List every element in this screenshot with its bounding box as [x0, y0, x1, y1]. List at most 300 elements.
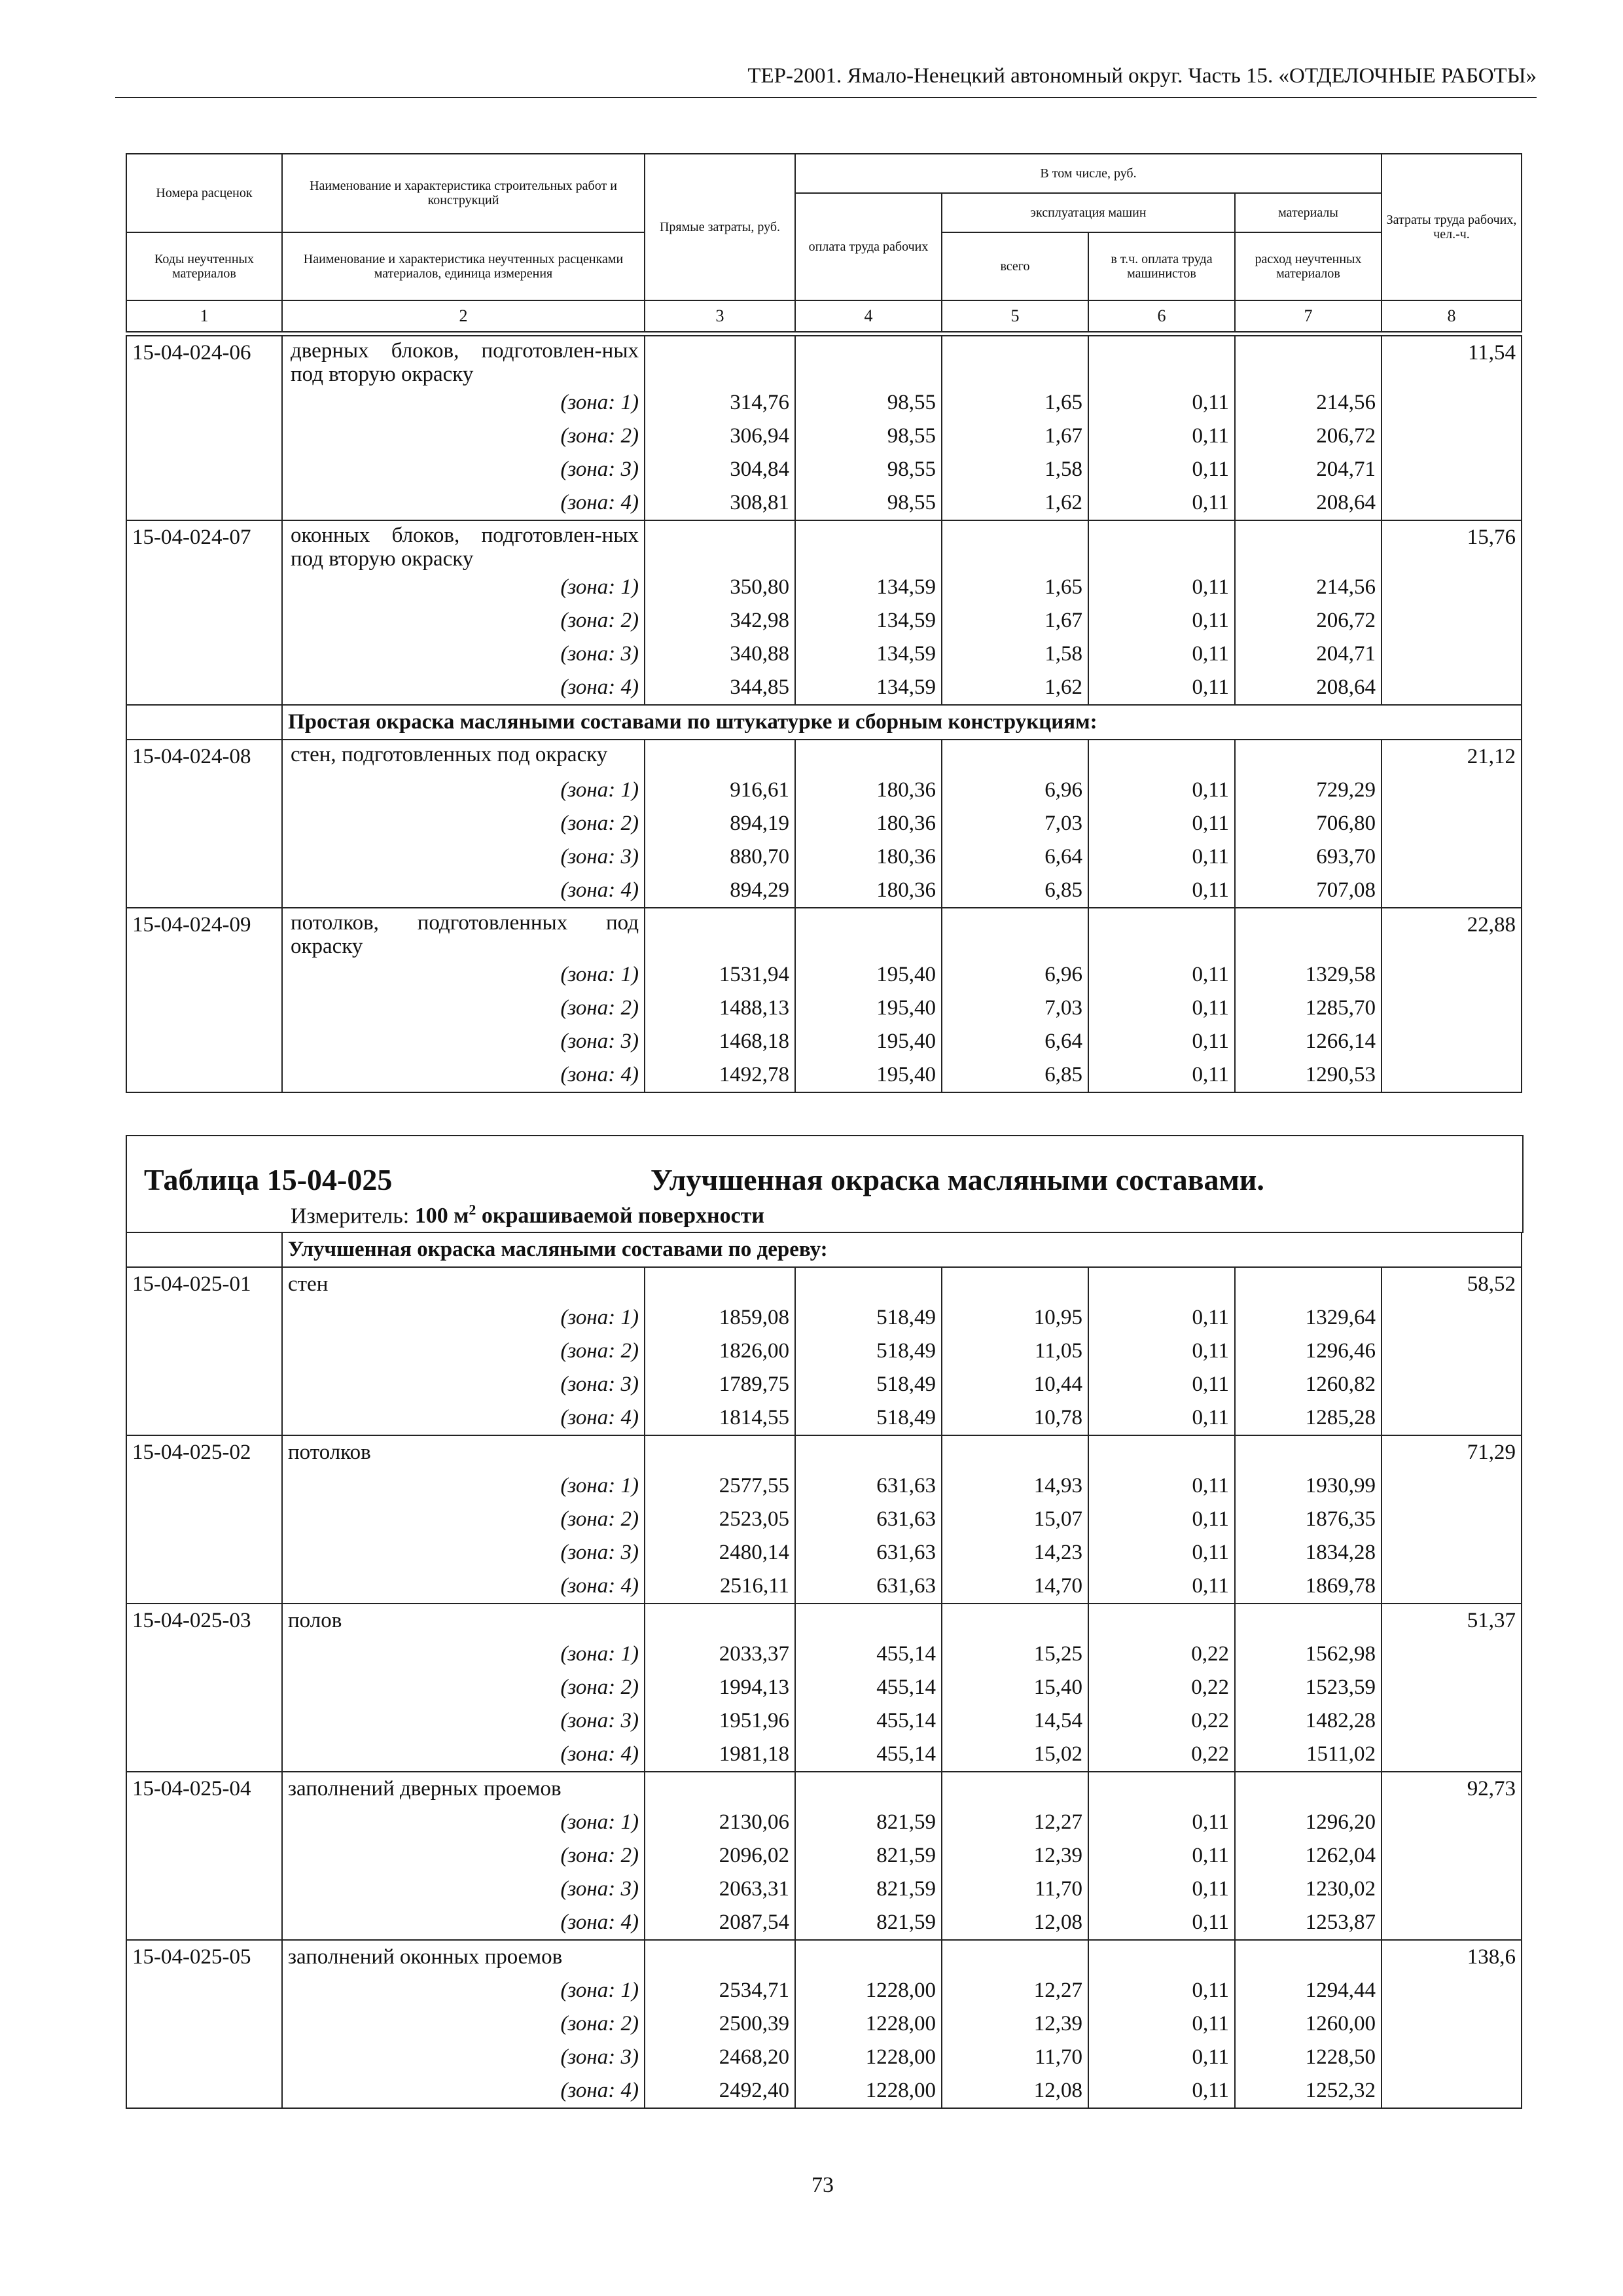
machines-total: 1,58 [942, 453, 1088, 486]
empty-cell [126, 604, 282, 637]
direct-costs: 350,80 [645, 571, 795, 604]
empty-cell [645, 1772, 795, 1806]
machines-total: 12,39 [942, 1839, 1088, 1873]
empty-cell [942, 1940, 1088, 1974]
machines-total: 10,44 [942, 1368, 1088, 1401]
materials-cost: 1294,44 [1235, 1974, 1382, 2007]
materials-cost: 204,71 [1235, 637, 1382, 671]
operators-pay: 0,11 [1088, 2041, 1235, 2074]
materials-cost: 1562,98 [1235, 1638, 1382, 1671]
empty-cell [645, 1604, 795, 1638]
table-row [126, 604, 1522, 637]
empty-cell [126, 571, 282, 604]
machines-total: 15,07 [942, 1503, 1088, 1536]
worker-wages: 518,49 [795, 1301, 942, 1335]
empty-cell [1382, 874, 1522, 908]
operators-pay: 0,11 [1088, 992, 1235, 1025]
machines-total: 15,25 [942, 1638, 1088, 1671]
table-row [126, 420, 1522, 453]
empty-cell [1382, 1536, 1522, 1570]
empty-cell [1235, 1940, 1382, 1974]
empty-cell [1382, 2074, 1522, 2108]
materials-cost: 1260,00 [1235, 2007, 1382, 2041]
labor-costs: 11,54 [1382, 336, 1522, 386]
worker-wages: 195,40 [795, 992, 942, 1025]
worker-wages: 821,59 [795, 1873, 942, 1906]
worker-wages: 134,59 [795, 637, 942, 671]
machines-total: 14,93 [942, 1469, 1088, 1503]
materials-cost: 1228,50 [1235, 2041, 1382, 2074]
worker-wages: 134,59 [795, 604, 942, 637]
machines-total: 7,03 [942, 992, 1088, 1025]
empty-cell [1382, 1025, 1522, 1058]
table-label: Таблица 15-04-025 [144, 1163, 393, 1196]
page-header [115, 60, 1537, 98]
empty-cell [1382, 1974, 1522, 2007]
materials-cost: 1296,46 [1235, 1335, 1382, 1368]
operators-pay: 0,11 [1088, 2007, 1235, 2041]
empty-cell [1382, 840, 1522, 874]
machines-total: 1,62 [942, 486, 1088, 520]
empty-cell [942, 1604, 1088, 1638]
empty-cell [1382, 774, 1522, 807]
empty-cell [1382, 2007, 1522, 2041]
header-rate-numbers: Номера расценок [126, 154, 282, 232]
zone-label: (зона: 3) [282, 2041, 645, 2074]
direct-costs: 2130,06 [645, 1806, 795, 1839]
empty-cell [1382, 453, 1522, 486]
empty-cell [1382, 1058, 1522, 1092]
machines-total: 6,96 [942, 958, 1088, 992]
materials-cost: 1266,14 [1235, 1025, 1382, 1058]
header-wages: оплата труда рабочих [795, 193, 942, 300]
materials-cost: 1869,78 [1235, 1570, 1382, 1604]
rate-code: 15-04-025-01 [126, 1267, 282, 1301]
empty-cell [1382, 1335, 1522, 1368]
direct-costs: 916,61 [645, 774, 795, 807]
zone-label: (зона: 4) [282, 1401, 645, 1435]
zone-label: (зона: 1) [282, 386, 645, 420]
zone-label: (зона: 1) [282, 1469, 645, 1503]
zone-label: (зона: 2) [282, 992, 645, 1025]
materials-cost: 1876,35 [1235, 1503, 1382, 1536]
materials-cost: 1290,53 [1235, 1058, 1382, 1092]
empty-cell [1382, 571, 1522, 604]
empty-cell [942, 1772, 1088, 1806]
direct-costs: 2087,54 [645, 1906, 795, 1940]
direct-costs: 1468,18 [645, 1025, 795, 1058]
rate-code: 15-04-025-05 [126, 1940, 282, 1974]
work-name: стен [282, 1267, 645, 1301]
machines-total: 11,70 [942, 2041, 1088, 2074]
materials-cost: 1252,32 [1235, 2074, 1382, 2108]
empty-cell [1382, 671, 1522, 705]
zone-label: (зона: 1) [282, 1806, 645, 1839]
machines-total: 10,95 [942, 1301, 1088, 1335]
materials-cost: 693,70 [1235, 840, 1382, 874]
materials-cost: 1285,28 [1235, 1401, 1382, 1435]
materials-cost: 214,56 [1235, 386, 1382, 420]
worker-wages: 631,63 [795, 1469, 942, 1503]
worker-wages: 180,36 [795, 874, 942, 908]
materials-cost: 1230,02 [1235, 1873, 1382, 1906]
empty-cell [1382, 1738, 1522, 1772]
empty-cell [942, 908, 1088, 958]
table-row [126, 1940, 1522, 1974]
table-row [126, 2074, 1522, 2108]
column-number: 2 [282, 300, 645, 332]
machines-total: 7,03 [942, 807, 1088, 840]
table-row [126, 1435, 1522, 1469]
table-row [126, 1974, 1522, 2007]
direct-costs: 1994,13 [645, 1671, 795, 1704]
empty-cell [126, 1873, 282, 1906]
page-number: 73 [812, 2173, 834, 2197]
empty-cell [126, 1335, 282, 1368]
rate-code: 15-04-025-03 [126, 1604, 282, 1638]
zone-label: (зона: 4) [282, 1738, 645, 1772]
table-row [126, 486, 1522, 520]
direct-costs: 2096,02 [645, 1839, 795, 1873]
zone-label: (зона: 4) [282, 1906, 645, 1940]
operators-pay: 0,11 [1088, 1401, 1235, 1435]
worker-wages: 518,49 [795, 1368, 942, 1401]
header-labor-costs: Затраты труда рабочих, чел.-ч. [1382, 154, 1522, 300]
operators-pay: 0,22 [1088, 1738, 1235, 1772]
work-name: потолков [282, 1435, 645, 1469]
empty-cell [1235, 908, 1382, 958]
table-row [126, 1704, 1522, 1738]
operators-pay: 0,11 [1088, 637, 1235, 671]
machines-total: 6,85 [942, 874, 1088, 908]
empty-cell [126, 1704, 282, 1738]
direct-costs: 880,70 [645, 840, 795, 874]
worker-wages: 1228,00 [795, 2007, 942, 2041]
direct-costs: 2468,20 [645, 2041, 795, 2074]
operators-pay: 0,11 [1088, 774, 1235, 807]
empty-cell [1382, 1503, 1522, 1536]
direct-costs: 344,85 [645, 671, 795, 705]
empty-cell [1382, 2041, 1522, 2074]
machines-total: 1,62 [942, 671, 1088, 705]
machines-total: 15,02 [942, 1738, 1088, 1772]
empty-cell [1382, 386, 1522, 420]
table-row [126, 1401, 1522, 1435]
labor-costs: 22,88 [1382, 908, 1522, 958]
direct-costs: 2523,05 [645, 1503, 795, 1536]
empty-cell [795, 908, 942, 958]
machines-total: 1,67 [942, 604, 1088, 637]
table-title: Улучшенная окраска масляными составами. [651, 1163, 1264, 1196]
zone-label: (зона: 1) [282, 1301, 645, 1335]
machines-total: 1,67 [942, 420, 1088, 453]
rate-code: 15-04-025-02 [126, 1435, 282, 1469]
operators-pay: 0,11 [1088, 1368, 1235, 1401]
labor-costs: 21,12 [1382, 740, 1522, 774]
direct-costs: 1789,75 [645, 1368, 795, 1401]
zone-label: (зона: 4) [282, 1058, 645, 1092]
table-row [126, 1671, 1522, 1704]
empty-cell [1382, 637, 1522, 671]
worker-wages: 1228,00 [795, 2041, 942, 2074]
table-row [126, 1503, 1522, 1536]
empty-cell [1382, 992, 1522, 1025]
machines-total: 12,08 [942, 2074, 1088, 2108]
direct-costs: 2492,40 [645, 2074, 795, 2108]
materials-cost: 1329,58 [1235, 958, 1382, 992]
empty-cell [1088, 336, 1235, 386]
materials-cost: 1262,04 [1235, 1839, 1382, 1873]
machines-total: 12,27 [942, 1974, 1088, 2007]
header-machines-total: всего [942, 232, 1088, 300]
worker-wages: 195,40 [795, 1058, 942, 1092]
zone-label: (зона: 1) [282, 1638, 645, 1671]
materials-cost: 1253,87 [1235, 1906, 1382, 1940]
empty-cell [645, 1267, 795, 1301]
empty-cell [1382, 958, 1522, 992]
header-direct-costs: Прямые затраты, руб. [645, 154, 795, 300]
zone-label: (зона: 3) [282, 1368, 645, 1401]
empty-cell [1382, 486, 1522, 520]
empty-cell [1382, 1638, 1522, 1671]
zone-label: (зона: 2) [282, 807, 645, 840]
table-row [126, 1469, 1522, 1503]
table-row [126, 2007, 1522, 2041]
direct-costs: 314,76 [645, 386, 795, 420]
materials-cost: 1523,59 [1235, 1671, 1382, 1704]
header-operators-pay: в т.ч. оплата труда машинистов [1088, 232, 1235, 300]
empty-cell [1088, 520, 1235, 571]
operators-pay: 0,11 [1088, 1570, 1235, 1604]
machines-total: 10,78 [942, 1401, 1088, 1435]
direct-costs: 1488,13 [645, 992, 795, 1025]
table-row [126, 571, 1522, 604]
empty-cell [645, 740, 795, 774]
empty-cell [1382, 1906, 1522, 1940]
empty-cell [1235, 1772, 1382, 1806]
operators-pay: 0,11 [1088, 1536, 1235, 1570]
operators-pay: 0,11 [1088, 874, 1235, 908]
worker-wages: 455,14 [795, 1671, 942, 1704]
table-row [126, 336, 1522, 386]
machines-total: 1,65 [942, 386, 1088, 420]
unit-suffix: окрашиваемой поверхности [481, 1204, 764, 1229]
empty-cell [795, 1267, 942, 1301]
header-machines: эксплуатация машин [942, 193, 1235, 232]
empty-cell [942, 1435, 1088, 1469]
empty-cell [126, 1301, 282, 1335]
machines-total: 14,70 [942, 1570, 1088, 1604]
table-row [126, 774, 1522, 807]
empty-cell [126, 874, 282, 908]
table-row [126, 1058, 1522, 1092]
zone-label: (зона: 2) [282, 1839, 645, 1873]
empty-cell [126, 671, 282, 705]
worker-wages: 195,40 [795, 1025, 942, 1058]
direct-costs: 308,81 [645, 486, 795, 520]
direct-costs: 340,88 [645, 637, 795, 671]
empty-cell [1382, 1873, 1522, 1906]
table-header [126, 153, 1522, 332]
direct-costs: 2534,71 [645, 1974, 795, 2007]
materials-cost: 1260,82 [1235, 1368, 1382, 1401]
table-row [126, 1368, 1522, 1401]
operators-pay: 0,22 [1088, 1638, 1235, 1671]
unit-measure [291, 1202, 764, 1229]
column-number: 6 [1088, 300, 1235, 332]
zone-label: (зона: 1) [282, 1974, 645, 2007]
zone-label: (зона: 3) [282, 1704, 645, 1738]
zone-label: (зона: 3) [282, 637, 645, 671]
empty-cell [126, 840, 282, 874]
table-024-body [126, 335, 1522, 1093]
operators-pay: 0,22 [1088, 1704, 1235, 1738]
empty-cell [126, 386, 282, 420]
zone-label: (зона: 2) [282, 2007, 645, 2041]
worker-wages: 98,55 [795, 386, 942, 420]
labor-costs: 51,37 [1382, 1604, 1522, 1638]
machines-total: 11,05 [942, 1335, 1088, 1368]
direct-costs: 1492,78 [645, 1058, 795, 1092]
rate-code: 15-04-024-09 [126, 908, 282, 958]
empty-cell [126, 774, 282, 807]
machines-total: 12,08 [942, 1906, 1088, 1940]
direct-costs: 1859,08 [645, 1301, 795, 1335]
empty-cell [126, 807, 282, 840]
column-number: 3 [645, 300, 795, 332]
empty-cell [1382, 1570, 1522, 1604]
empty-cell [1382, 1469, 1522, 1503]
machines-total: 15,40 [942, 1671, 1088, 1704]
direct-costs: 1814,55 [645, 1401, 795, 1435]
empty-cell [795, 1604, 942, 1638]
zone-label: (зона: 4) [282, 671, 645, 705]
empty-cell [1235, 336, 1382, 386]
empty-cell [126, 637, 282, 671]
empty-cell [126, 486, 282, 520]
column-number: 8 [1382, 300, 1522, 332]
unit-prefix: Измеритель: [291, 1204, 410, 1229]
operators-pay: 0,11 [1088, 1974, 1235, 2007]
operators-pay: 0,11 [1088, 1301, 1235, 1335]
empty-cell [1088, 1772, 1235, 1806]
header-material-names: Наименование и характеристика неучтенных расценками материалов, единица измерения [282, 232, 645, 300]
operators-pay: 0,11 [1088, 1335, 1235, 1368]
empty-cell [126, 1058, 282, 1092]
empty-cell [126, 453, 282, 486]
zone-label: (зона: 1) [282, 958, 645, 992]
empty-cell [126, 958, 282, 992]
empty-cell [126, 2074, 282, 2108]
zone-label: (зона: 3) [282, 1536, 645, 1570]
rate-code: 15-04-024-08 [126, 740, 282, 774]
section-subheading: Улучшенная окраска масляными составами по дереву: [282, 1232, 1522, 1267]
machines-total: 12,39 [942, 2007, 1088, 2041]
table-row [126, 1638, 1522, 1671]
empty-cell [1088, 1435, 1235, 1469]
materials-cost: 214,56 [1235, 571, 1382, 604]
direct-costs: 1826,00 [645, 1335, 795, 1368]
table-row [126, 1570, 1522, 1604]
labor-costs: 138,6 [1382, 1940, 1522, 1974]
table-row [126, 1738, 1522, 1772]
zone-label: (зона: 2) [282, 604, 645, 637]
header-title: ТЕР-2001. Ямало-Ненецкий автономный округ. Часть 15. «ОТДЕЛОЧНЫЕ РАБОТЫ» [747, 64, 1537, 88]
column-number: 5 [942, 300, 1088, 332]
empty-cell [1382, 1401, 1522, 1435]
worker-wages: 455,14 [795, 1738, 942, 1772]
materials-cost: 206,72 [1235, 604, 1382, 637]
empty-cell [1382, 1806, 1522, 1839]
empty-cell [126, 1974, 282, 2007]
zone-label: (зона: 4) [282, 874, 645, 908]
empty-cell [1382, 420, 1522, 453]
machines-total: 6,85 [942, 1058, 1088, 1092]
empty-cell [126, 420, 282, 453]
zone-label: (зона: 4) [282, 486, 645, 520]
header-material-codes: Коды неучтенных материалов [126, 232, 282, 300]
direct-costs: 306,94 [645, 420, 795, 453]
table-row [126, 453, 1522, 486]
worker-wages: 134,59 [795, 571, 942, 604]
unit-exponent: 2 [469, 1202, 476, 1218]
empty-cell [1088, 740, 1235, 774]
labor-costs: 15,76 [1382, 520, 1522, 571]
empty-cell [795, 1435, 942, 1469]
direct-costs: 342,98 [645, 604, 795, 637]
direct-costs: 304,84 [645, 453, 795, 486]
operators-pay: 0,11 [1088, 420, 1235, 453]
header-materials: материалы [1235, 193, 1382, 232]
operators-pay: 0,11 [1088, 486, 1235, 520]
table-row [126, 1839, 1522, 1873]
worker-wages: 631,63 [795, 1570, 942, 1604]
direct-costs: 2033,37 [645, 1638, 795, 1671]
empty-cell [1088, 1940, 1235, 1974]
zone-label: (зона: 2) [282, 1335, 645, 1368]
machines-total: 6,64 [942, 1025, 1088, 1058]
rate-code: 15-04-025-04 [126, 1772, 282, 1806]
empty-cell [126, 1906, 282, 1940]
labor-costs: 71,29 [1382, 1435, 1522, 1469]
empty-cell [1235, 740, 1382, 774]
direct-costs: 894,29 [645, 874, 795, 908]
operators-pay: 0,11 [1088, 2074, 1235, 2108]
table-row [126, 520, 1522, 571]
operators-pay: 0,11 [1088, 807, 1235, 840]
table-row [126, 386, 1522, 420]
materials-cost: 1482,28 [1235, 1704, 1382, 1738]
machines-total: 11,70 [942, 1873, 1088, 1906]
worker-wages: 1228,00 [795, 2074, 942, 2108]
header-unaccounted-materials: расход неучтенных материалов [1235, 232, 1382, 300]
worker-wages: 518,49 [795, 1335, 942, 1368]
column-number: 4 [795, 300, 942, 332]
work-name: стен, подготовленных под окраску [282, 740, 645, 774]
table-row [126, 1906, 1522, 1940]
empty-cell [126, 1806, 282, 1839]
zone-label: (зона: 3) [282, 840, 645, 874]
column-number: 7 [1235, 300, 1382, 332]
worker-wages: 631,63 [795, 1536, 942, 1570]
materials-cost: 1329,64 [1235, 1301, 1382, 1335]
table-row [126, 1301, 1522, 1335]
materials-cost: 206,72 [1235, 420, 1382, 453]
header-including: В том числе, руб. [795, 154, 1382, 193]
zone-label: (зона: 3) [282, 1873, 645, 1906]
direct-costs: 1951,96 [645, 1704, 795, 1738]
worker-wages: 1228,00 [795, 1974, 942, 2007]
